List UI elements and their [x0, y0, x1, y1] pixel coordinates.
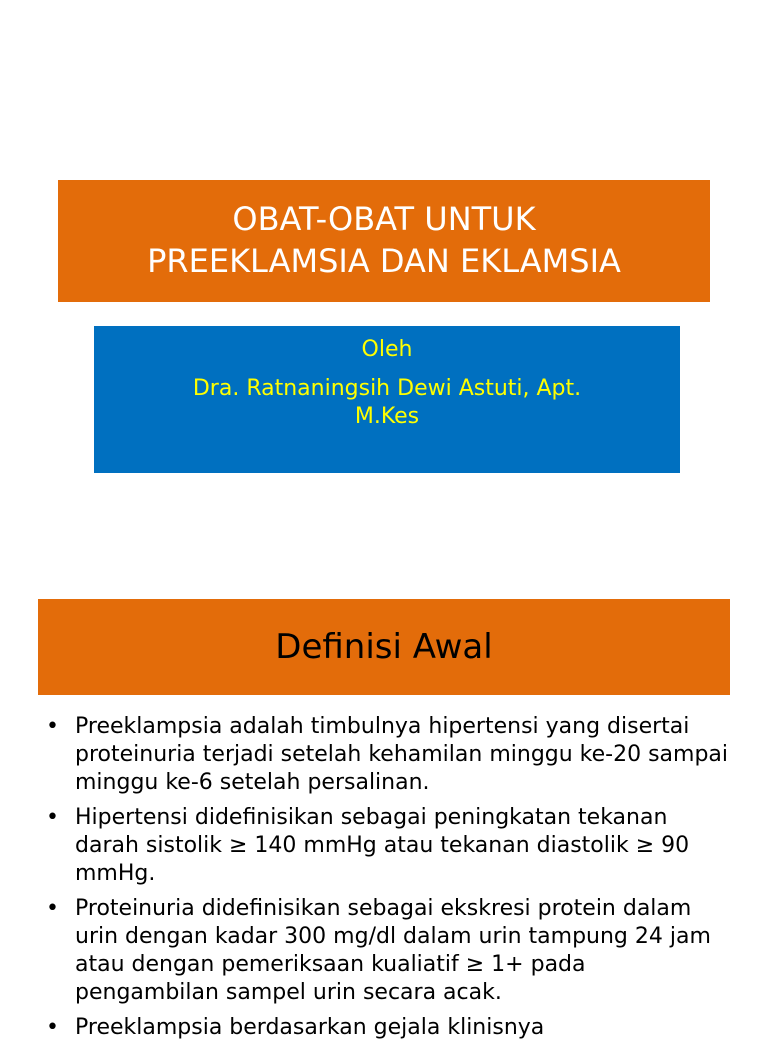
author-by-label: Oleh: [361, 337, 413, 362]
section-heading: Definisi Awal: [275, 627, 493, 667]
section-heading-box: [38, 599, 730, 695]
slide-title-line-2: PREEKLAMSIA DAN EKLAMSIA: [147, 242, 621, 280]
bullet-item: [40, 1014, 730, 1042]
bullet-item: [40, 895, 730, 1007]
bullet-item: [40, 713, 730, 797]
author-box: [94, 326, 680, 473]
bullet-text: Proteinuria didefinisikan sebagai ekskresi protein dalam urin dengan kadar 300 mg/dl dalam urin tampung 24 jam atau dengan pemeriksaan kualiatif ≥ 1+ pada pengambilan sampel urin secara acak.: [75, 896, 711, 1005]
bullet-text: Hipertensi didefinisikan sebagai peningkatan tekanan darah sistolik ≥ 140 mmHg atau tekanan diastolik ≥ 90 mmHg.: [75, 805, 690, 886]
definition-bullet-list: [40, 713, 730, 1049]
bullet-icon: •: [46, 896, 59, 921]
bullet-item: [40, 804, 730, 888]
bullet-icon: •: [46, 714, 59, 739]
slide-title-box: [58, 180, 710, 302]
slide-title-line-1: OBAT-OBAT UNTUK: [232, 200, 536, 239]
bullet-text: Preeklampsia adalah timbulnya hipertensi yang disertai proteinuria terjadi setelah kehamilan minggu ke-20 sampai minggu ke-6 setelah persalinan.: [75, 714, 729, 795]
author-name-line-2: M.Kes: [354, 404, 420, 430]
bullet-icon: •: [46, 805, 59, 830]
bullet-text: Preeklampsia berdasarkan gejala klinisnya: [75, 1015, 545, 1040]
author-name-line-1: Dra. Ratnaningsih Dewi Astuti, Apt.: [192, 375, 582, 401]
bullet-icon: •: [46, 1015, 59, 1040]
